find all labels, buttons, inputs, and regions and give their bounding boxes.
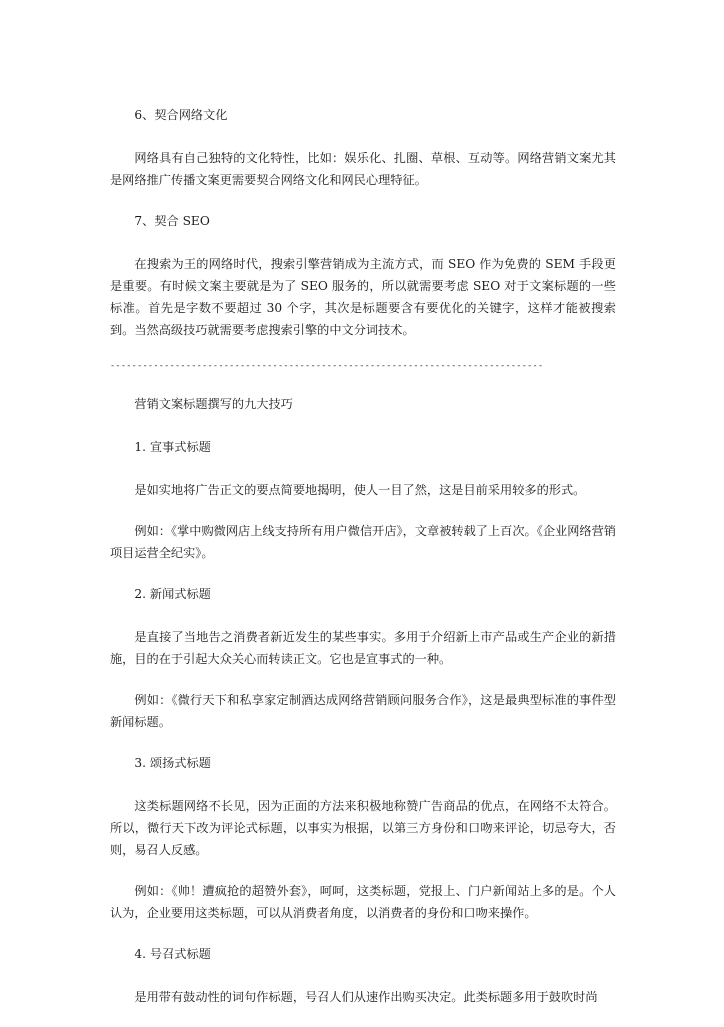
- paragraph-6: 网络具有自己独特的文化特性，比如：娱乐化、扎圈、草根、互动等。网络营销文案尤其是网络推广传播文案更需要契合网络文化和网民心理特征。: [110, 151, 616, 187]
- heading-tip-1: 1. 宣事式标题: [134, 440, 211, 454]
- heading-tip-3: 3. 颂扬式标题: [134, 756, 211, 770]
- divider-line: --------------------------------------------------------------------------------: [110, 361, 544, 371]
- section-title: 营销文案标题撰写的九大技巧: [134, 397, 293, 411]
- example-tip-1: 例如：《掌中购微网店上线支持所有用户微信开店》，文章被转载了上百次。《企业网络营销项目运营全纪实》。: [110, 524, 616, 560]
- paragraph-tip-3: 这类标题网络不长见，因为正面的方法来积极地称赞广告商品的优点，在网络不太符合。所以，微行天下改为评论式标题，以事实为根据，以第三方身份和口吻来评论，切忌夸大，否则，易召人反感。: [110, 799, 616, 857]
- paragraph-tip-1: 是如实地将广告正文的要点简要地揭明，使人一目了然，这是目前采用较多的形式。: [134, 483, 586, 497]
- paragraph-tip-2: 是直接了当地告之消费者新近发生的某些事实。多用于介绍新上市产品或生产企业的新措施，目的在于引起大众关心而转读正文。它也是宣事式的一种。: [110, 630, 616, 666]
- heading-7: 7、契合 SEO: [134, 214, 210, 228]
- example-tip-2: 例如：《微行天下和私享家定制酒达成网络营销顾问服务合作》，这是最典型标准的事件型新闻标题。: [110, 693, 616, 729]
- heading-tip-4: 4. 号召式标题: [134, 947, 211, 961]
- heading-6: 6、契合网络文化: [134, 108, 228, 122]
- paragraph-tip-4: 是用带有鼓动性的词句作标题，号召人们从速作出购买决定。此类标题多用于鼓吹时尚: [134, 990, 598, 1004]
- document-body: [110, 104, 616, 1027]
- example-tip-3: 例如：《帅！遭疯抢的超赞外套》，呵呵，这类标题，党报上、门户新闻站上多的是。个人认为，企业要用这类标题，可以从消费者角度，以消费者的身份和口吻来操作。: [110, 884, 616, 920]
- heading-tip-2: 2. 新闻式标题: [134, 587, 211, 601]
- paragraph-7: 在搜索为王的网络时代，搜索引擎营销成为主流方式，而 SEO 作为免费的 SEM 手段更是重要。有时候文案主要就是为了 SEO 服务的，所以就需要考虑 SEO 对于文案标题的一些标准。首先是字数不要超过 30 个字，其次是标题要含有要优化的关键字，这样才能被搜索到。当然高级技巧就需要考虑搜索引擎的中文分词技术。: [110, 257, 616, 337]
